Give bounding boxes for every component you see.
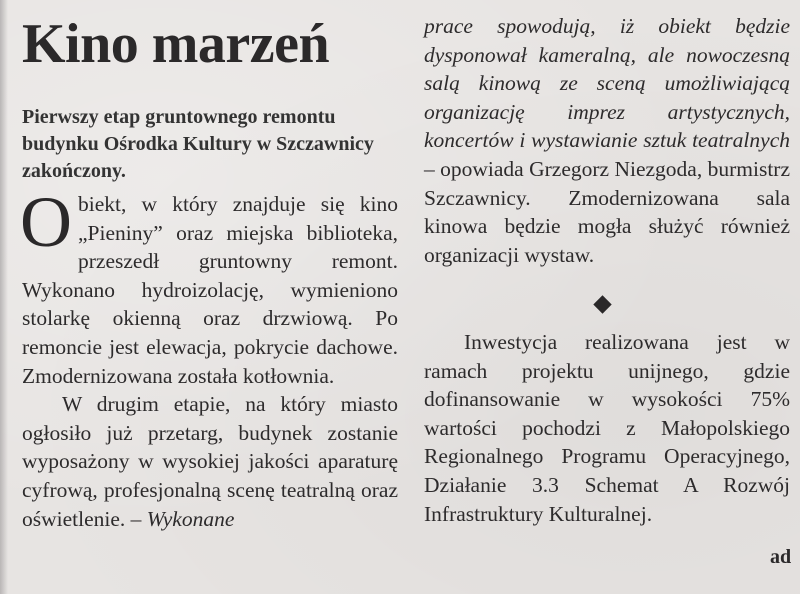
quote-start: Wykonane — [146, 506, 235, 531]
article-headline: Kino marzeń — [22, 13, 330, 75]
right-column-top — [424, 12, 790, 269]
paragraph-1-text: biekt, w który znajduje się kino „Pieniny” oraz miejska biblioteka, przeszedł gruntowny remont. Wykonano hydroizolację, wymieniono stolarkę okienną oraz drzwiową. Po remoncie jest elewacja, pokrycie dachowe. Zmodernizowana została kotłownia. — [22, 192, 398, 388]
paragraph-3: Inwestycja realizowana jest w ramach projektu unijnego, gdzie dofinansowanie w wysokości 75% wartości pochodzi z Małopolskiego Regionalnego Programu Operacyjnego, Działanie 3.3 Schemat A Rozwój Infrastruktury Kulturalnej. — [424, 330, 790, 526]
paragraph-2-text: W drugim etapie, na który miasto ogłosiło już przetarg, budynek zostanie wyposażony w wysokiej jakości aparaturę cyfrową, profesjonalną scenę teatralną oraz oświetlenie. – — [22, 392, 398, 531]
left-column — [20, 182, 398, 533]
quote-paragraph — [424, 12, 790, 269]
article-lead: Pierwszy etap gruntownego remontu budynku Ośrodka Kultury w Szczawnicy zakończony. — [22, 106, 374, 182]
drop-cap: O — [20, 182, 72, 262]
paragraph-1 — [20, 182, 398, 390]
quote-continuation: prace spowodują, iż obiekt będzie dysponował kameralną, ale nowoczesną salą kinową ze sceną umożliwiającą organizację imprez artystycznych, koncertów i wystawianie sztuk teatralnych — [424, 14, 790, 153]
right-column-bottom — [424, 328, 790, 528]
page-edge-shadow — [0, 0, 8, 594]
author-signature: ad — [770, 546, 792, 568]
quote-attribution: – opowiada Grzegorz Niezgoda, burmistrz Szczawnicy. Zmodernizowana sala kinowa będzie mogła służyć również organizacji wystaw. — [424, 156, 790, 267]
paragraph-2 — [22, 390, 398, 533]
